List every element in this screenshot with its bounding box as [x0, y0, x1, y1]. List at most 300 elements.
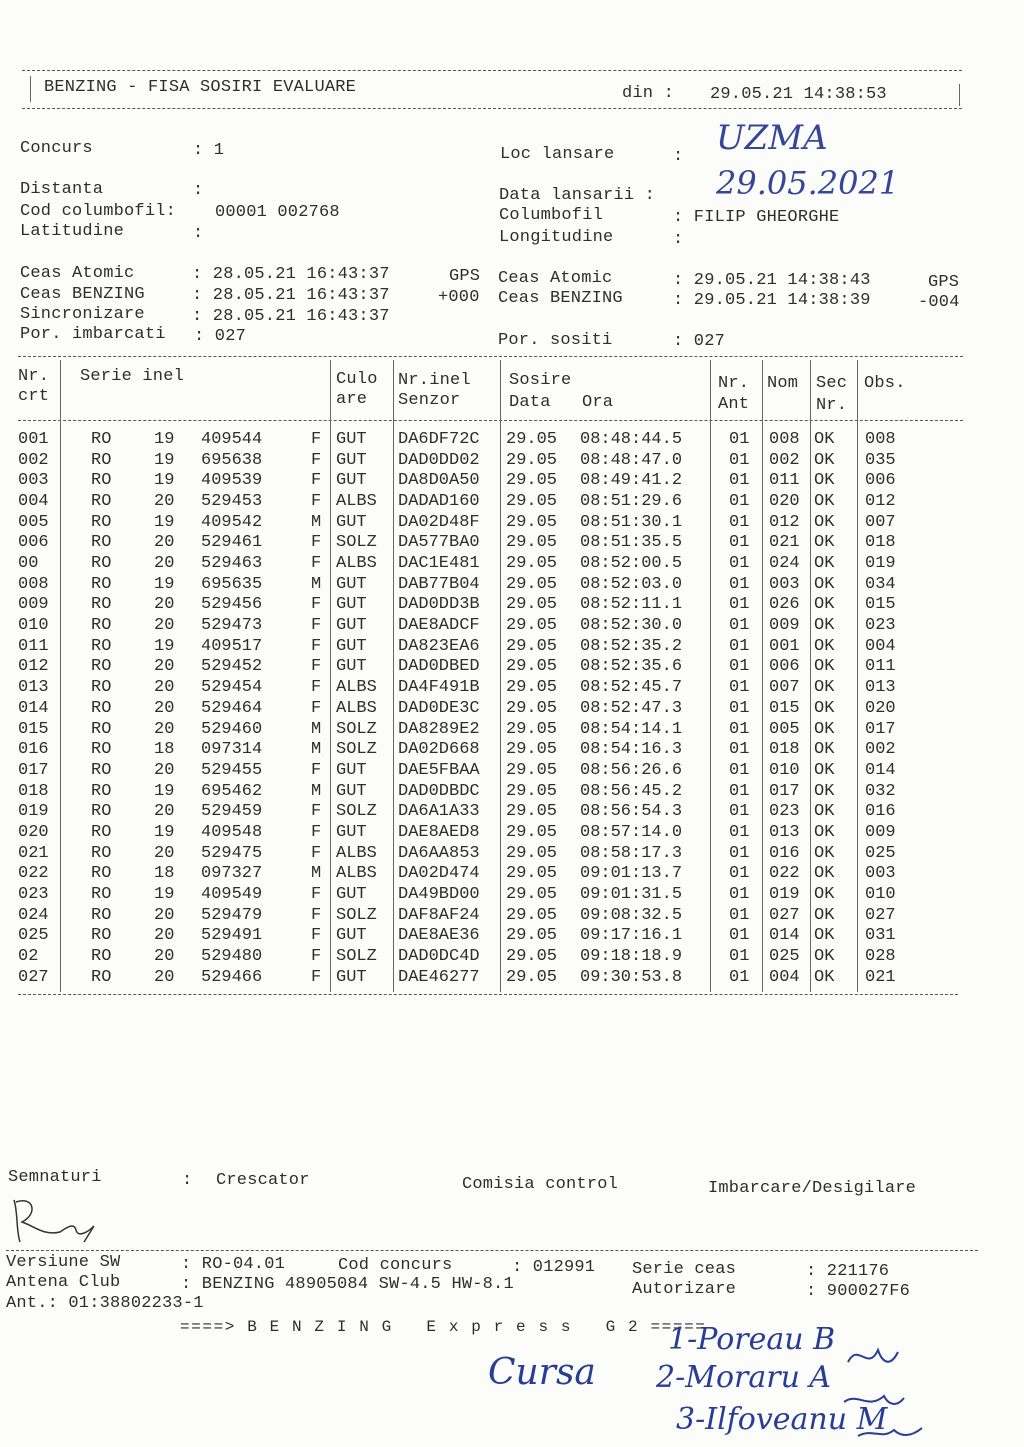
row-culoare: GUT — [336, 884, 367, 904]
row-sec: OK — [814, 471, 835, 491]
row-culoare: SOLZ — [336, 533, 377, 553]
row-sex: M — [311, 740, 322, 760]
row-nom: 016 — [769, 843, 800, 863]
row-senzor: DAE8AE36 — [398, 926, 480, 946]
row-senzor: DA6A1A33 — [398, 802, 480, 822]
row-obs: 008 — [865, 430, 896, 449]
row-nr: 003 — [18, 471, 49, 491]
row-sec: OK — [814, 657, 835, 677]
row-nr: 013 — [18, 678, 49, 698]
row-sec: OK — [814, 947, 835, 966]
row-an: 20 — [154, 760, 175, 780]
row-senzor: DA49BD00 — [398, 884, 480, 904]
row-sex: F — [311, 947, 322, 966]
row-nr: 008 — [18, 574, 49, 594]
row-an: 20 — [154, 905, 175, 925]
row-tara: RO — [91, 884, 112, 904]
row-senzor: DA577BA0 — [398, 533, 480, 553]
row-sex: F — [311, 905, 322, 925]
row-obs: 020 — [865, 698, 896, 718]
col-divider-culoare — [393, 360, 394, 992]
row-sex: F — [311, 967, 322, 987]
row-ora: 08:57:14.0 — [580, 822, 683, 842]
row-obs: 007 — [865, 512, 896, 532]
row-tara: RO — [91, 533, 112, 553]
row-culoare: GUT — [336, 967, 367, 987]
col-divider-ant — [762, 360, 763, 992]
row-obs: 019 — [865, 554, 896, 574]
row-nr: 001 — [18, 430, 49, 449]
row-an: 20 — [154, 595, 175, 615]
row-data: 29.05 — [506, 719, 558, 739]
handwritten-cursa: Cursa — [488, 1352, 596, 1393]
row-data: 29.05 — [506, 471, 558, 491]
row-an: 20 — [154, 926, 175, 946]
row-nr: 02 — [18, 947, 39, 966]
row-an: 20 — [154, 802, 175, 822]
table-top-rule — [18, 356, 963, 357]
row-tara: RO — [91, 574, 112, 594]
row-senzor: DAE5FBAA — [398, 760, 480, 780]
row-sex: M — [311, 864, 322, 884]
din-label: din : — [622, 84, 675, 103]
row-culoare: GUT — [336, 781, 367, 801]
row-sec: OK — [814, 719, 835, 739]
row-senzor: DA8D0A50 — [398, 471, 480, 491]
row-data: 29.05 — [506, 616, 558, 636]
row-sex: M — [311, 574, 322, 594]
columbofil-value: : FILIP GHEORGHE — [673, 208, 840, 227]
row-obs: 034 — [865, 574, 896, 594]
row-ant: 01 — [729, 554, 750, 574]
row-obs: 032 — [865, 781, 896, 801]
row-obs: 002 — [865, 740, 896, 760]
row-culoare: GUT — [336, 760, 367, 780]
row-obs: 028 — [865, 947, 896, 966]
row-senzor: DA02D668 — [398, 740, 480, 760]
row-nom: 011 — [769, 471, 800, 491]
row-ant: 01 — [729, 636, 750, 656]
row-nr: 021 — [18, 843, 49, 863]
row-obs: 011 — [865, 657, 896, 677]
row-an: 20 — [154, 947, 175, 966]
row-obs: 013 — [865, 678, 896, 698]
row-data: 29.05 — [506, 905, 558, 925]
row-ora: 08:52:47.3 — [580, 698, 683, 718]
row-sec: OK — [814, 926, 835, 946]
th-sec-nr: Nr. — [816, 396, 848, 415]
latitudine-label: Latitudine — [20, 222, 125, 241]
longitudine-label: Longitudine — [499, 228, 614, 247]
row-culoare: SOLZ — [336, 719, 377, 739]
row-ant: 01 — [729, 430, 750, 449]
row-data: 29.05 — [506, 533, 558, 553]
row-sex: F — [311, 471, 322, 491]
footer-rule — [6, 1250, 978, 1251]
row-inel: 409548 — [201, 822, 263, 842]
row-an: 20 — [154, 678, 175, 698]
row-sex: F — [311, 450, 322, 470]
row-tara: RO — [91, 864, 112, 884]
row-data: 29.05 — [506, 843, 558, 863]
row-culoare: GUT — [336, 926, 367, 946]
row-inel: 529455 — [201, 760, 263, 780]
row-culoare: ALBS — [336, 698, 377, 718]
row-ant: 01 — [729, 905, 750, 925]
row-inel: 409542 — [201, 512, 263, 532]
row-an: 19 — [154, 884, 175, 904]
row-culoare: GUT — [336, 430, 367, 449]
row-inel: 529491 — [201, 926, 263, 946]
row-ora: 08:51:29.6 — [580, 492, 683, 512]
row-culoare: SOLZ — [336, 905, 377, 925]
row-nom: 001 — [769, 636, 800, 656]
row-sec: OK — [814, 554, 835, 574]
row-culoare: GUT — [336, 450, 367, 470]
row-culoare: ALBS — [336, 554, 377, 574]
row-ora: 08:51:30.1 — [580, 512, 683, 532]
th-serie-inel: Serie inel — [80, 367, 185, 386]
row-an: 18 — [154, 864, 175, 884]
row-senzor: DAB77B04 — [398, 574, 480, 594]
autorizare-value: : 900027F6 — [806, 1282, 911, 1301]
row-nom: 023 — [769, 802, 800, 822]
row-an: 20 — [154, 698, 175, 718]
row-ora: 08:56:45.2 — [580, 781, 683, 801]
row-obs: 023 — [865, 616, 896, 636]
row-nom: 010 — [769, 760, 800, 780]
row-culoare: GUT — [336, 616, 367, 636]
row-inel: 529453 — [201, 492, 263, 512]
row-nom: 018 — [769, 740, 800, 760]
row-sec: OK — [814, 574, 835, 594]
row-obs: 025 — [865, 843, 896, 863]
row-culoare: ALBS — [336, 678, 377, 698]
antena-club-value: : BENZING 48905084 SW-4.5 HW-8.1 — [181, 1275, 514, 1294]
handwritten-rank-3: 3-Ilfoveanu M — [676, 1402, 888, 1437]
row-nr: 016 — [18, 740, 49, 760]
row-sec: OK — [814, 760, 835, 780]
row-nom: 021 — [769, 533, 800, 553]
row-tara: RO — [91, 926, 112, 946]
row-sex: F — [311, 430, 322, 449]
ceas-atomic-arrival-suffix: GPS — [928, 273, 960, 292]
row-sex: F — [311, 698, 322, 718]
row-data: 29.05 — [506, 760, 558, 780]
row-nom: 003 — [769, 574, 800, 594]
row-an: 19 — [154, 430, 175, 449]
row-nr: 024 — [18, 905, 49, 925]
row-inel: 529460 — [201, 719, 263, 739]
row-senzor: DAE46277 — [398, 967, 480, 987]
row-culoare: ALBS — [336, 492, 377, 512]
th-nom: Nom — [767, 374, 799, 393]
row-culoare: SOLZ — [336, 802, 377, 822]
row-senzor: DAE8ADCF — [398, 616, 480, 636]
row-nom: 015 — [769, 698, 800, 718]
semnaturi-colon: : — [182, 1171, 193, 1190]
row-tara: RO — [91, 595, 112, 615]
row-nr: 017 — [18, 760, 49, 780]
row-nr: 014 — [18, 698, 49, 718]
row-data: 29.05 — [506, 678, 558, 698]
por-sositi-label: Por. sositi — [498, 331, 613, 350]
row-tara: RO — [91, 802, 112, 822]
handwritten-initials — [838, 1332, 958, 1444]
row-obs: 003 — [865, 864, 896, 884]
row-sex: M — [311, 719, 322, 739]
row-senzor: DAC1E481 — [398, 554, 480, 574]
row-sec: OK — [814, 822, 835, 842]
ceas-atomic-arrival-label: Ceas Atomic — [498, 269, 613, 288]
row-tara: RO — [91, 657, 112, 677]
loc-lansare-handwritten: UZMA — [716, 118, 828, 158]
row-culoare: GUT — [336, 822, 367, 842]
row-culoare: SOLZ — [336, 740, 377, 760]
th-nr-ant: Nr. — [718, 374, 750, 393]
row-nom: 007 — [769, 678, 800, 698]
row-an: 20 — [154, 492, 175, 512]
row-sec: OK — [814, 843, 835, 863]
row-sec: OK — [814, 802, 835, 822]
row-senzor: DAD0DD02 — [398, 450, 480, 470]
ceas-benzing-launch-label: Ceas BENZING — [20, 285, 145, 304]
row-sex: F — [311, 760, 322, 780]
row-nom: 025 — [769, 947, 800, 966]
row-senzor: DA8289E2 — [398, 719, 480, 739]
por-imbarcati-value: : 027 — [194, 327, 247, 346]
row-tara: RO — [91, 781, 112, 801]
row-culoare: GUT — [336, 657, 367, 677]
table-bottom-rule — [18, 994, 958, 995]
row-inel: 529464 — [201, 698, 263, 718]
ceas-atomic-arrival-value: : 29.05.21 14:38:43 — [673, 271, 871, 290]
din-value: 29.05.21 14:38:53 — [710, 85, 887, 104]
loc-lansare-colon: : — [673, 147, 684, 166]
row-ant: 01 — [729, 471, 750, 491]
row-an: 20 — [154, 554, 175, 574]
distanta-label: Distanta — [20, 180, 104, 199]
row-culoare: ALBS — [336, 843, 377, 863]
header-bottom-rule — [22, 108, 962, 109]
row-senzor: DA4F491B — [398, 678, 480, 698]
row-ora: 08:52:45.7 — [580, 678, 683, 698]
row-data: 29.05 — [506, 967, 558, 987]
row-ora: 08:52:00.5 — [580, 554, 683, 574]
row-nr: 018 — [18, 781, 49, 801]
row-ora: 08:56:26.6 — [580, 760, 683, 780]
row-data: 29.05 — [506, 554, 558, 574]
data-lansarii-label: Data lansarii : — [499, 186, 656, 205]
row-obs: 027 — [865, 905, 896, 925]
row-tara: RO — [91, 492, 112, 512]
th-data: Data — [509, 393, 551, 412]
row-ant: 01 — [729, 595, 750, 615]
row-data: 29.05 — [506, 947, 558, 966]
row-nr: 023 — [18, 884, 49, 904]
row-data: 29.05 — [506, 884, 558, 904]
antena-club-label: Antena Club — [6, 1273, 121, 1292]
por-sositi-value: : 027 — [673, 332, 726, 351]
row-ant: 01 — [729, 822, 750, 842]
col-divider-serie — [330, 360, 331, 992]
row-senzor: DA02D48F — [398, 512, 480, 532]
row-obs: 012 — [865, 492, 896, 512]
cod-concurs-label: Cod concurs — [338, 1256, 453, 1275]
crescator-label: Crescator — [216, 1171, 310, 1190]
row-ant: 01 — [729, 616, 750, 636]
row-ant: 01 — [729, 657, 750, 677]
row-inel: 097327 — [201, 864, 263, 884]
cod-columbofil-value: 00001 002768 — [215, 203, 340, 222]
row-sex: F — [311, 595, 322, 615]
row-tara: RO — [91, 636, 112, 656]
row-an: 18 — [154, 740, 175, 760]
row-ora: 08:52:11.1 — [580, 595, 683, 615]
col-divider-sosire — [710, 360, 711, 992]
row-senzor: DAD0DBDC — [398, 781, 480, 801]
row-an: 20 — [154, 616, 175, 636]
row-tara: RO — [91, 512, 112, 532]
row-ora: 09:01:31.5 — [580, 884, 683, 904]
row-senzor: DAD0DE3C — [398, 698, 480, 718]
row-ora: 09:17:16.1 — [580, 926, 683, 946]
row-nom: 019 — [769, 884, 800, 904]
table-header-rule — [18, 420, 963, 421]
row-ant: 01 — [729, 947, 750, 966]
loc-lansare-label: Loc lansare — [500, 145, 615, 164]
row-ora: 08:52:30.0 — [580, 616, 683, 636]
row-nom: 009 — [769, 616, 800, 636]
row-sec: OK — [814, 781, 835, 801]
row-senzor: DAD0DD3B — [398, 595, 480, 615]
row-nom: 022 — [769, 864, 800, 884]
row-nom: 026 — [769, 595, 800, 615]
row-sec: OK — [814, 430, 835, 449]
row-inel: 695462 — [201, 781, 263, 801]
th-senzor: Senzor — [398, 391, 461, 410]
row-sec: OK — [814, 740, 835, 760]
row-culoare: ALBS — [336, 864, 377, 884]
row-inel: 097314 — [201, 740, 263, 760]
row-ora: 09:18:18.9 — [580, 947, 683, 966]
col-divider-nom — [810, 360, 811, 992]
row-inel: 529461 — [201, 533, 263, 553]
cod-columbofil-label: Cod columbofil: — [20, 202, 177, 221]
row-ant: 01 — [729, 719, 750, 739]
row-sec: OK — [814, 884, 835, 904]
row-inel: 695638 — [201, 450, 263, 470]
row-tara: RO — [91, 554, 112, 574]
row-inel: 529466 — [201, 967, 263, 987]
row-data: 29.05 — [506, 822, 558, 842]
row-obs: 021 — [865, 967, 896, 987]
row-ora: 08:52:35.6 — [580, 657, 683, 677]
row-ora: 09:30:53.8 — [580, 967, 683, 987]
row-inel: 409549 — [201, 884, 263, 904]
row-inel: 529475 — [201, 843, 263, 863]
row-nr: 009 — [18, 595, 49, 615]
row-culoare: SOLZ — [336, 947, 377, 966]
row-sec: OK — [814, 512, 835, 532]
row-sex: M — [311, 512, 322, 532]
benzing-express-line: ====> B E N Z I N G E x p r e s s G 2 ===== — [180, 1318, 707, 1336]
row-obs: 014 — [865, 760, 896, 780]
row-nom: 008 — [769, 430, 800, 449]
row-nom: 020 — [769, 492, 800, 512]
row-data: 29.05 — [506, 450, 558, 470]
row-an: 20 — [154, 967, 175, 987]
row-ant: 01 — [729, 678, 750, 698]
row-ant: 01 — [729, 843, 750, 863]
row-ant: 01 — [729, 884, 750, 904]
row-nr: 022 — [18, 864, 49, 884]
row-nom: 024 — [769, 554, 800, 574]
row-an: 20 — [154, 719, 175, 739]
row-data: 29.05 — [506, 657, 558, 677]
row-nr: 005 — [18, 512, 49, 532]
row-sex: F — [311, 822, 322, 842]
row-tara: RO — [91, 843, 112, 863]
handwritten-rank-2: 2-Moraru A — [656, 1360, 832, 1395]
ceas-atomic-launch-suffix: GPS — [449, 267, 481, 286]
crescator-signature — [4, 1192, 124, 1252]
row-inel: 529459 — [201, 802, 263, 822]
ceas-benzing-launch-suffix: +000 — [438, 288, 480, 307]
row-senzor: DA6DF72C — [398, 430, 480, 449]
row-obs: 015 — [865, 595, 896, 615]
row-culoare: GUT — [336, 636, 367, 656]
row-nom: 017 — [769, 781, 800, 801]
row-sec: OK — [814, 450, 835, 470]
handwritten-rank-1: 1-Poreau B — [668, 1322, 836, 1357]
row-obs: 004 — [865, 636, 896, 656]
row-nr: 027 — [18, 967, 49, 987]
cod-concurs-value: : 012991 — [512, 1258, 596, 1277]
row-tara: RO — [91, 698, 112, 718]
row-nom: 013 — [769, 822, 800, 842]
row-ant: 01 — [729, 698, 750, 718]
row-ora: 08:49:41.2 — [580, 471, 683, 491]
row-inel: 529480 — [201, 947, 263, 966]
data-lansarii-handwritten: 29.05.2021 — [716, 164, 900, 202]
row-nr: 006 — [18, 533, 49, 553]
row-culoare: GUT — [336, 574, 367, 594]
header-left-border — [30, 76, 31, 102]
th-obs: Obs. — [864, 374, 906, 393]
row-ora: 09:01:13.7 — [580, 864, 683, 884]
row-obs: 010 — [865, 884, 896, 904]
columbofil-label: Columbofil — [499, 206, 604, 225]
row-ant: 01 — [729, 967, 750, 987]
row-senzor: DAD0DBED — [398, 657, 480, 677]
row-an: 19 — [154, 450, 175, 470]
row-an: 19 — [154, 781, 175, 801]
row-ant: 01 — [729, 740, 750, 760]
row-obs: 006 — [865, 471, 896, 491]
row-sex: F — [311, 657, 322, 677]
row-data: 29.05 — [506, 492, 558, 512]
row-obs: 017 — [865, 719, 896, 739]
row-nom: 002 — [769, 450, 800, 470]
row-an: 19 — [154, 822, 175, 842]
row-sec: OK — [814, 636, 835, 656]
row-tara: RO — [91, 678, 112, 698]
row-ant: 01 — [729, 512, 750, 532]
row-tara: RO — [91, 822, 112, 842]
semnaturi-label: Semnaturi — [8, 1168, 102, 1187]
row-nr: 012 — [18, 657, 49, 677]
